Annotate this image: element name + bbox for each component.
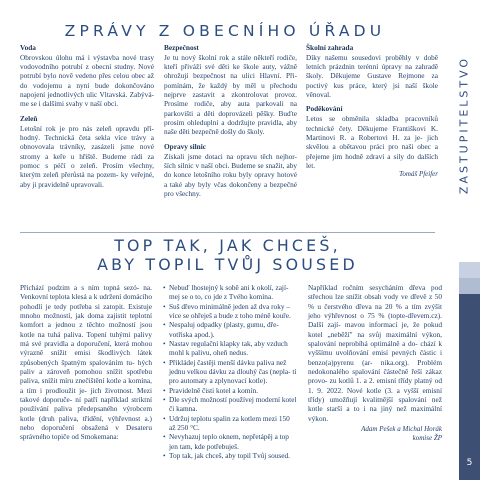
news-column-2 — [164, 43, 297, 198]
sidebar-bar-dark — [459, 294, 480, 480]
side-section-label — [451, 20, 476, 230]
list-item: • Přikládej častěji menší dávku paliva než jednu velkou dávku za dlouhý čas (nepla- tí pro automaty a zplynovací kotle). — [163, 358, 298, 386]
article-text: Například ročním sesycháním dřeva pod střechou lze snížit obsah vody ve dřevě z 50 % u čerstvého dřeva na 20 % a tím zvýšit jeho výhřevnost o 75 % (topte-dřevem.cz). Další zají- mavou informací je, že pokud kotel „neběží" na svůj maximální výkon, spalování neprobíhá optimálně a do- chází k vyššímu uvolňování emisí pevných částic i benzo(a)pyrenu (ar- nika.org). Problém nedokonalého spalování částečně řeší zákaz provo- zu kotlů 1. a 2. emisní třídy platný od 1. 9. 2022. Nové kotle (3. a vyšší emisní třídy) umožňují kvalitnější spalování než kotle starší a to i na jiný než maximální výkon. — [308, 283, 442, 423]
section-text: Letošní rok je pro nás zeleň opravdu pří- hodný. Technická četa sekla více trávy a obnovovala trávníky, zasázeli jsme nové stromy a keře u hřiště. Budeme rádi za pomoc s péčí o zeleň. Prosím všechny, kterým zeleň přerůstá na pozem- ky veřejné, aby ji pravidelně upravovali. — [20, 123, 154, 189]
list-item: • Nastav regulační klapky tak, aby vzduch mohl k palivu, oheň nedus. — [163, 339, 298, 358]
section-divider — [20, 232, 435, 233]
section-text: Letos se obměnila skladba pracovníků technické čety. Děkujeme Františkovi K. Martinovi R. a Robertovi H. za je- jich skvělou a obětavou práci pro naši obec a přejeme jim hodně zdraví a sily do dalších let. — [306, 114, 438, 170]
section-heading: Voda — [20, 43, 36, 52]
section-heading: Opravy silnic — [164, 141, 206, 151]
article-column-2 — [163, 283, 298, 460]
list-item: • Top tak, jak chceš, aby topil Tvůj soused. — [163, 451, 298, 460]
section-text: Obrovskou úlohu má i výstavba nové trasy vodovodního potrubí z obecní studny. Nové potrubí bylo nově vedeno přes celou obec až do vodojemu a nyní bude dokončováno napojení jednotlivých ulic Vltavská. Zabývá- me se i dalšími svahy v naší obci. — [20, 52, 154, 109]
author-signature: Tomáš Pfeifer — [399, 170, 438, 179]
article-title-line-1: TOP TAK, JAK CHCEŠ, — [114, 236, 341, 255]
list-item: • Dle svých možností používej moderní kotel či kamna. — [163, 395, 298, 414]
section-heading: Poděkování — [306, 104, 343, 114]
article-text: Přichází podzim a s ním topná sezó- na. Venkovní teplota klesá a k udržení domácího pohodlí je tedy potřeba si zatopit. Existuje mnoho možností, jak doma zajistit teplotní komfort a jednou z těchto možností jsou kotle na tuhá paliva. Topení tuhými palivy má své pravidla a doporučení, která mohou výrazně snížit emisi škodlivých látek způsobených špatným spalováním tu- hých paliv a zároveň pomohou snížit spotřebu paliva, snížit míru znečištění kotle a komína, a tím i prodloužit je- jich životnost. Mezi takové doporuče- ní patří například striktní používání paliva předepsaného výrobcem kotle (druh paliva, třídění, výhřevnost a.) nebo doporučení obsažená v Desateru správného topiče od Smokemana: — [20, 283, 152, 442]
article-column-3 — [308, 283, 442, 443]
news-column-1 — [20, 43, 154, 189]
section-text: Získali jsme dotaci na opravu těch nejhor- ších silnic v naší obci. Budeme se snažit, aby do konce letošního roku byly opravy hotové a také aby byly včas dokončeny a bezpečné pro všechny. — [164, 151, 297, 198]
article-title — [20, 236, 435, 275]
section-text: Díky našemu sousedovi proběhly v době letních prázdnin terénní úpravy na zahradě školy. Děkujeme Gustave Rejmone za poctivý kus práce, který jsi naší škole věnoval. — [306, 52, 438, 100]
list-item: • Nevyhazuj teplo oknem, nepřetápěj a top jen tam, kde potřebuješ. — [163, 432, 298, 451]
author-affiliation: komise ŽP — [412, 433, 442, 442]
list-item: • Nebuď lhostejný k sobě ani k okolí, zají- mej se o to, co jde z Tvého komína. — [163, 283, 298, 302]
section-heading: Zeleň — [20, 113, 38, 123]
page-title: ZPRÁVY Z OBECNÍHO ÚŘADU — [64, 22, 386, 40]
page-number: 5 — [466, 458, 473, 468]
list-item: • Suš dřevo minimálně jeden až dva roky – více se ohřeješ a bude z toho méně kouře. — [163, 302, 298, 321]
news-column-3 — [306, 43, 438, 179]
list-item: • Pravidelně čisti kotel a komín. — [163, 386, 298, 395]
section-heading: Bezpečnost — [164, 43, 199, 52]
tips-list — [163, 283, 298, 460]
list-item: • Udržuj teplotu spalin za kotlem mezi 150 až 250 °C. — [163, 414, 298, 433]
author-signature: Adam Pešek a Michal Horák — [361, 424, 442, 433]
list-item: • Nespaluj odpadky (plasty, gumu, dře- votřiska apod.). — [163, 320, 298, 339]
section-text: Je tu nový školní rok a stále někteří rodiče, kteří přiváží své děti ke škole auty, vážně ohrožují bezpečnost na ulici Hlavní. Při- pomínám, že každý by měl u přechodu nejprve zastavit a zkontrolovat provoz. Prosíme rodiče, aby auta parkovali na parkovišti a děti doprovázeli pěšky. Buďte prosím ohleduplní a dodržujte pravidla, aby naše děti bezpečně došly do školy. — [164, 52, 297, 137]
article-column-1 — [20, 283, 152, 442]
sidebar-bar-light — [459, 278, 480, 294]
article-title-line-2: ABY TOPIL TVŮJ SOUSED — [97, 255, 358, 275]
sidebar-bar-light — [459, 262, 480, 278]
section-heading: Školní zahrada — [306, 43, 354, 52]
side-label-text: ZASTUPITELSTVO — [457, 55, 470, 195]
